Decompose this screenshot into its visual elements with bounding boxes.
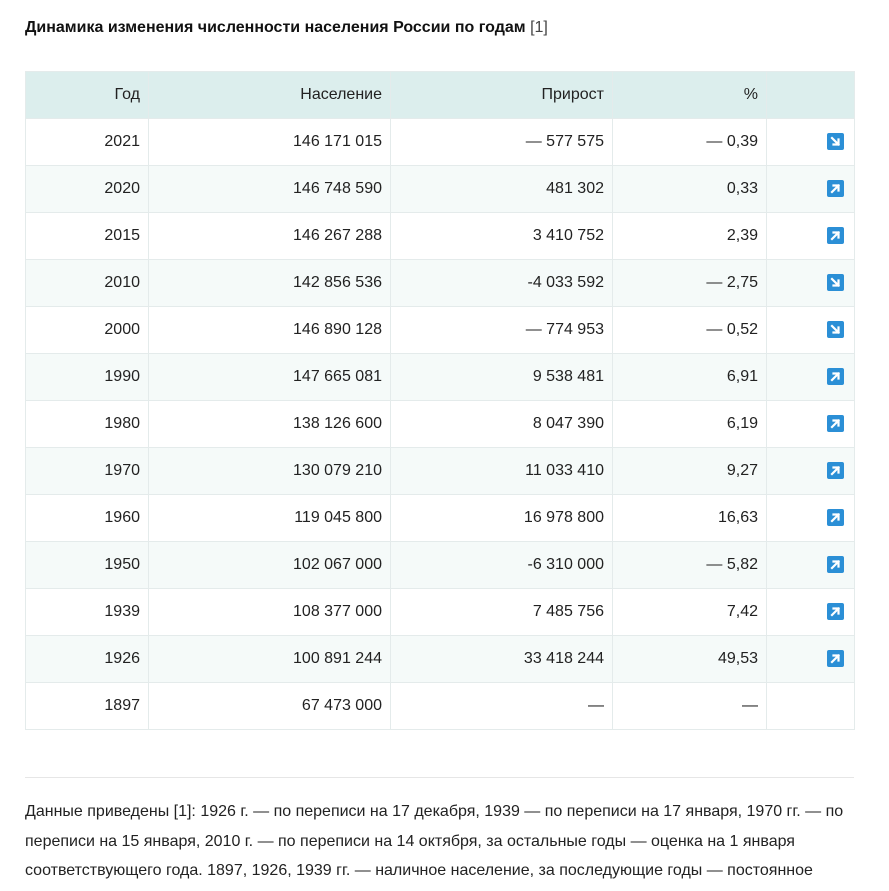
table-row [26, 213, 855, 260]
population-cell: 146 890 128 [149, 307, 391, 354]
table-row [26, 166, 855, 213]
table-title [25, 16, 548, 40]
growth-cell: 33 418 244 [391, 636, 613, 683]
table-row [26, 683, 855, 730]
percent-cell: 0,33 [613, 166, 767, 213]
year-cell: 2000 [26, 307, 149, 354]
year-cell: 1926 [26, 636, 149, 683]
table-row [26, 401, 855, 448]
percent-cell: — 0,52 [613, 307, 767, 354]
header-year: Год [26, 72, 149, 119]
growth-cell: 9 538 481 [391, 354, 613, 401]
year-cell: 1990 [26, 354, 149, 401]
trend-cell [767, 589, 855, 636]
population-cell: 100 891 244 [149, 636, 391, 683]
trend-cell [767, 401, 855, 448]
population-cell: 119 045 800 [149, 495, 391, 542]
growth-cell: 481 302 [391, 166, 613, 213]
growth-cell: — 577 575 [391, 119, 613, 166]
year-cell: 1980 [26, 401, 149, 448]
percent-cell: 6,91 [613, 354, 767, 401]
percent-cell: 7,42 [613, 589, 767, 636]
arrow-up-right-icon [827, 556, 844, 573]
growth-cell: 8 047 390 [391, 401, 613, 448]
trend-cell [767, 166, 855, 213]
trend-cell [767, 448, 855, 495]
population-cell: 146 171 015 [149, 119, 391, 166]
arrow-up-right-icon [827, 650, 844, 667]
population-cell: 146 748 590 [149, 166, 391, 213]
trend-cell [767, 213, 855, 260]
table-row [26, 260, 855, 307]
table-row [26, 354, 855, 401]
growth-cell: 7 485 756 [391, 589, 613, 636]
arrow-up-right-icon [827, 415, 844, 432]
header-trend [767, 72, 855, 119]
percent-cell: — [613, 683, 767, 730]
year-cell: 2010 [26, 260, 149, 307]
population-cell: 102 067 000 [149, 542, 391, 589]
table-row [26, 448, 855, 495]
population-cell: 142 856 536 [149, 260, 391, 307]
arrow-up-right-icon [827, 509, 844, 526]
growth-cell: 3 410 752 [391, 213, 613, 260]
population-cell: 146 267 288 [149, 213, 391, 260]
footnote: Данные приведены [1]: 1926 г. — по переписи на 17 декабря, 1939 — по переписи на 17 января, 1970 гг. — по переписи на 15 января, 2010 г. — по переписи на 14 октября, за остальные годы — оценка на 1 января соответствующего года. 1897, 1926, 1939 гг. — наличное население, за последующие годы — постоянное [25, 803, 844, 879]
header-population: Население [149, 72, 391, 119]
percent-cell: 2,39 [613, 213, 767, 260]
population-table [25, 71, 855, 730]
year-cell: 2020 [26, 166, 149, 213]
growth-cell: 11 033 410 [391, 448, 613, 495]
year-cell: 1960 [26, 495, 149, 542]
population-cell: 108 377 000 [149, 589, 391, 636]
trend-cell [767, 119, 855, 166]
trend-cell [767, 354, 855, 401]
table-header-row [26, 72, 855, 119]
year-cell: 2021 [26, 119, 149, 166]
population-cell: 138 126 600 [149, 401, 391, 448]
header-growth: Прирост [391, 72, 613, 119]
growth-cell: — [391, 683, 613, 730]
trend-cell [767, 260, 855, 307]
arrow-down-right-icon [827, 321, 844, 338]
population-cell: 147 665 081 [149, 354, 391, 401]
percent-cell: — 5,82 [613, 542, 767, 589]
year-cell: 1950 [26, 542, 149, 589]
percent-cell: 6,19 [613, 401, 767, 448]
growth-cell: — 774 953 [391, 307, 613, 354]
header-percent: % [613, 72, 767, 119]
arrow-up-right-icon [827, 462, 844, 479]
growth-cell: -6 310 000 [391, 542, 613, 589]
percent-cell: 9,27 [613, 448, 767, 495]
arrow-down-right-icon [827, 274, 844, 291]
growth-cell: 16 978 800 [391, 495, 613, 542]
percent-cell: 49,53 [613, 636, 767, 683]
arrow-up-right-icon [827, 180, 844, 197]
trend-cell [767, 495, 855, 542]
percent-cell: — 2,75 [613, 260, 767, 307]
divider [25, 777, 854, 778]
trend-cell [767, 683, 855, 730]
arrow-down-right-icon [827, 133, 844, 150]
table-row [26, 495, 855, 542]
percent-cell: — 0,39 [613, 119, 767, 166]
arrow-up-right-icon [827, 603, 844, 620]
table-row [26, 636, 855, 683]
year-cell: 1897 [26, 683, 149, 730]
arrow-up-right-icon [827, 368, 844, 385]
trend-cell [767, 307, 855, 354]
growth-cell: -4 033 592 [391, 260, 613, 307]
population-cell: 130 079 210 [149, 448, 391, 495]
year-cell: 1939 [26, 589, 149, 636]
table-row [26, 307, 855, 354]
table-row [26, 542, 855, 589]
title-text: Динамика изменения численности населения России по годам [25, 19, 526, 36]
arrow-up-right-icon [827, 227, 844, 244]
title-reference[interactable]: [1] [530, 19, 548, 36]
year-cell: 2015 [26, 213, 149, 260]
table-row [26, 119, 855, 166]
trend-cell [767, 636, 855, 683]
population-cell: 67 473 000 [149, 683, 391, 730]
year-cell: 1970 [26, 448, 149, 495]
trend-cell [767, 542, 855, 589]
table-row [26, 589, 855, 636]
percent-cell: 16,63 [613, 495, 767, 542]
